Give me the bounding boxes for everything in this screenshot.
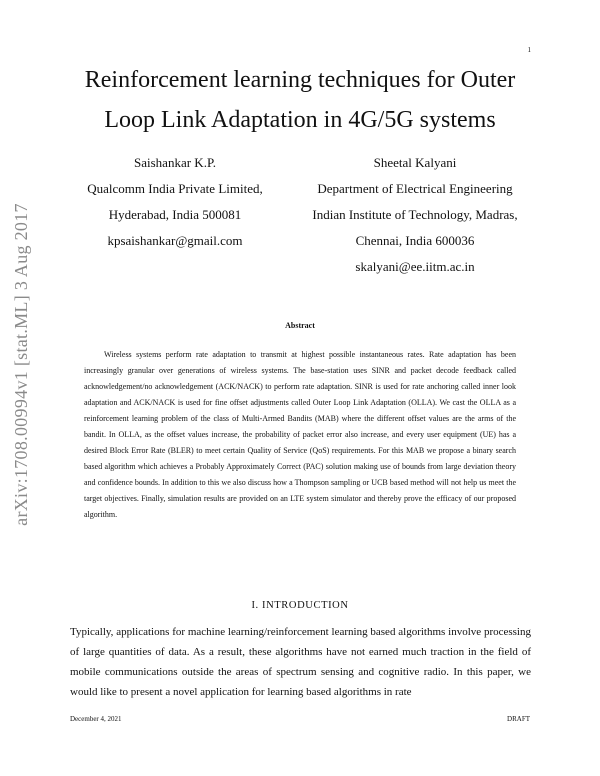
page-number: 1 bbox=[527, 46, 531, 54]
arxiv-identifier: arXiv:1708.00994v1 [stat.ML] 3 Aug 2017 bbox=[10, 202, 31, 526]
arxiv-stamp bbox=[10, 176, 32, 552]
author-block-1 bbox=[60, 150, 290, 254]
author-name: Saishankar K.P. bbox=[134, 155, 216, 170]
footer-draft-label: DRAFT bbox=[507, 715, 530, 723]
author-address: Chennai, India 600036 bbox=[355, 233, 475, 248]
section-heading bbox=[70, 600, 530, 611]
author-block-2 bbox=[290, 150, 540, 280]
footer-date: December 4, 2021 bbox=[70, 715, 122, 723]
abstract-text: Wireless systems perform rate adaptation to transmit at highest possible instantaneous rates. Rate adaptation has been increasingly granular over generations of wireless systems. The base-station uses SINR and packet decode feedback called acknowledgement/no acknowledgement (ACK/NACK) to perform rate adaptation. SINR is used for rate anchoring called inner look adaptation and ACK/NACK is used for fine offset adjustments called Outer Loop Link Adaptation (OLLA). We cast the OLLA as a reinforcement learning problem of the class of Multi-Armed Bandits (MAB) where the different offset values are the arms of the bandit. In OLLA, as the offset values increase, the probability of packet error also increase, and every user equipment (UE) has a desired Block Error Rate (BLER) to meet certain Quality of Service (QoS) requirements. For this MAB we propose a binary search based algorithm which achieves a Probably Approximately Correct (PAC) solution making use of bounds from large deviation theory and confidence bounds. In addition to this we also discuss how a Thompson sampling or UCB based method will not help us meet the target objectives. Finally, simulation results are provided on an LTE system simulator and thereby prove the efficacy of our proposed algorithm. bbox=[84, 350, 516, 519]
paper-title: Reinforcement learning techniques for Outer Loop Link Adaptation in 4G/5G systems bbox=[84, 67, 516, 133]
author-name: Sheetal Kalyani bbox=[373, 155, 457, 170]
section-number: I. bbox=[251, 600, 259, 611]
introduction-text: Typically, applications for machine learning/reinforcement learning based algorithms involve processing of large quantities of data. As a result, these algorithms have not earned much traction in the field of mobile communications outside the areas of spectrum sensing and cognitive radio. In this paper, we would like to present a novel application for learning based algorithms in rate bbox=[70, 626, 531, 698]
section-title: INTRODUCTION bbox=[262, 600, 349, 611]
author-affiliation: Qualcomm India Private Limited, bbox=[87, 181, 263, 196]
author-department: Department of Electrical Engineering bbox=[317, 181, 513, 196]
author-address: Hyderabad, India 500081 bbox=[108, 207, 242, 222]
author-affiliation: Indian Institute of Technology, Madras, bbox=[312, 207, 518, 222]
abstract-heading: Abstract bbox=[285, 321, 315, 330]
author-email: kpsaishankar@gmail.com bbox=[107, 233, 243, 248]
author-email: skalyani@ee.iitm.ac.in bbox=[355, 259, 475, 274]
